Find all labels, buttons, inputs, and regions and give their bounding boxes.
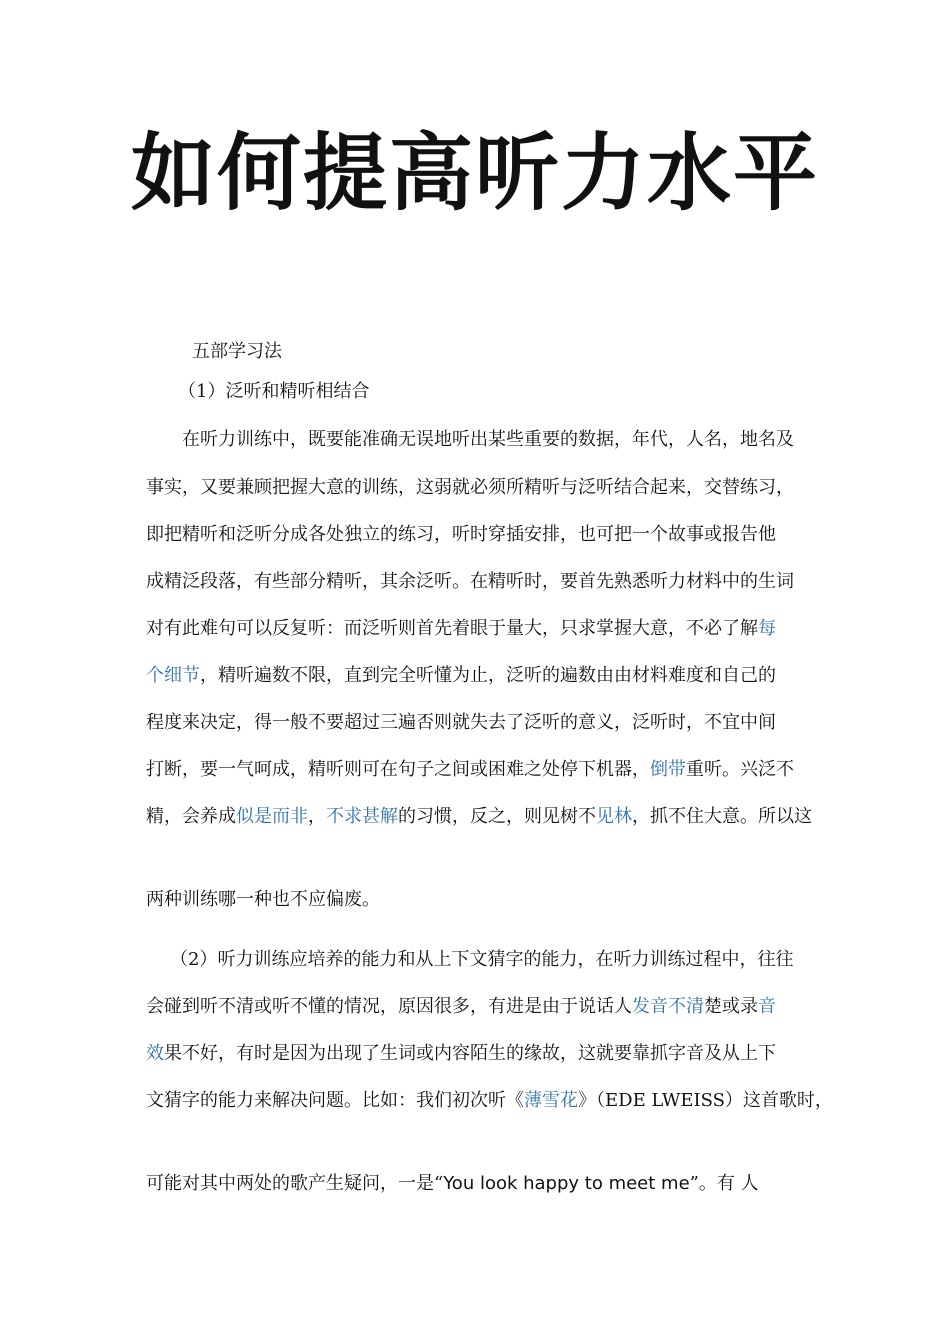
paragraph-1-line-10: 两种训练哪一种也不应偏废。 — [146, 889, 380, 910]
paragraph-1-line-5 — [146, 617, 776, 641]
text-span: 文猜字的能力来解决问题。比如：我们初次听《 — [146, 1090, 524, 1111]
text-span: 会碰到听不清或听不懂的情况，原因很多，有进是由于说话人 — [146, 996, 632, 1017]
paragraph-2-line-4 — [146, 1089, 833, 1113]
text-span: 重听。兴泛不 — [686, 759, 794, 780]
keyword-link[interactable]: 发音不清 — [632, 996, 704, 1017]
document-title: 如何提高听力水平 — [130, 123, 819, 222]
text-span: 精，会养成 — [146, 806, 236, 827]
paragraph-1-line-3: 即把精听和泛听分成各处独立的练习，听时穿插安排，也可把一个故事或报告他 — [146, 524, 776, 545]
point-1-heading: （1）泛听和精听相结合 — [178, 381, 370, 402]
english-lyric: You look happy to meet me — [443, 1173, 690, 1194]
paragraph-1-line-4: 成精泛段落，有些部分精听，其余泛听。在精听时，要首先熟悉听力材料中的生词 — [146, 571, 794, 592]
paragraph-2-line-3 — [146, 1042, 776, 1066]
text-span: 打断，要一气呵成，精听则可在句子之间或困难之处停下机器， — [146, 759, 650, 780]
text-span: 的习惯，反之，则见树不 — [398, 806, 596, 827]
keyword-link[interactable]: 倒带 — [650, 759, 686, 780]
text-span: 楚或录 — [704, 996, 758, 1017]
text-span: 可能对其中两处的歌产生疑问，一是“ — [146, 1173, 444, 1194]
keyword-link[interactable]: 似是而非 — [236, 806, 308, 827]
paragraph-1-line-7: 程度来决定，得一般不要超过三遍否则就失去了泛听的意义，泛听时，不宜中间 — [146, 712, 776, 733]
paragraph-2-line-1: （2）听力训练应培养的能力和从上下文猜字的能力，在听力训练过程中，往往 — [170, 949, 794, 970]
text-span: ”。有 人 — [689, 1173, 759, 1194]
keyword-link[interactable]: 每 — [758, 618, 776, 639]
paragraph-1-line-2: 事实，又要兼顾把握大意的训练，这弱就必须所精听与泛听结合起来，交替练习， — [146, 477, 794, 498]
text-span: 》（EDE LWEISS）这首歌时， — [578, 1090, 833, 1111]
paragraph-1-line-6 — [146, 664, 776, 688]
paragraph-1-line-1: 在听力训练中，既要能准确无误地听出某些重要的数据，年代，人名，地名及 — [182, 429, 794, 450]
keyword-link[interactable]: 见林 — [596, 806, 632, 827]
text-span: 果不好，有时是因为出现了生词或内容陌生的缘故，这就要靠抓字音及从上下 — [164, 1043, 776, 1064]
keyword-link[interactable]: 薄雪花 — [524, 1090, 578, 1111]
paragraph-1-line-8 — [146, 758, 794, 782]
keyword-link[interactable]: 不求甚解 — [326, 806, 398, 827]
keyword-link[interactable]: 音 — [758, 996, 776, 1017]
text-span: ，精听遍数不限，直到完全听懂为止，泛听的遍数由由材料难度和自己的 — [200, 665, 776, 686]
keyword-link[interactable]: 效 — [146, 1043, 164, 1064]
keyword-link[interactable]: 个细节 — [146, 665, 200, 686]
section-heading: 五部学习法 — [192, 341, 282, 362]
text-span: ，抓不住大意。所以这 — [632, 806, 812, 827]
text-span: 对有此难句可以反复听：而泛听则首先着眼于量大，只求掌握大意，不必了解 — [146, 618, 758, 639]
text-span: ， — [308, 806, 326, 827]
paragraph-2-line-2 — [146, 995, 776, 1019]
paragraph-2-line-5 — [146, 1172, 759, 1196]
paragraph-1-line-9 — [146, 805, 812, 829]
